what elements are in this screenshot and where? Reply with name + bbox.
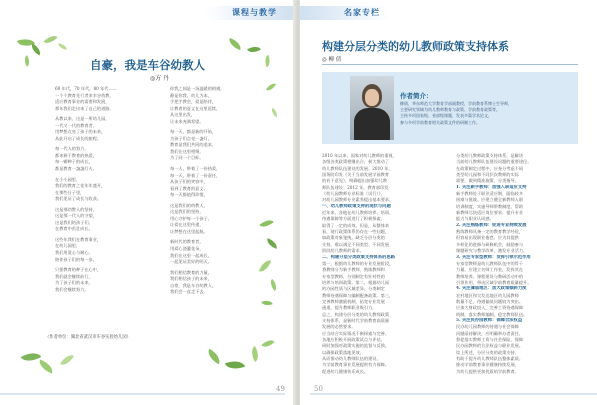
body-line: 类型幼儿园和不同层次教师的实际 [456,172,519,178]
text-line: 我们相信教育的力量， [170,269,212,275]
body-line: 为幼儿提供更加优质的学前教育。 [456,368,519,374]
text-line: 这些年我们在教育事业， [55,236,102,242]
body-line: 当前幼儿教师队伍建设问题的重要途径。 [456,159,532,165]
section-heading: 二、构建分层分类政策支持体系的思路 [322,254,396,260]
section-heading: 2. 关注熟练教师：促进专业持续发展 [456,222,527,228]
text-line: 让梦想在这里起航。 [170,228,208,234]
body-line: 应加大财政投入，完善工资待遇保障 [456,305,524,311]
text-line: 我们用爱心与耐心， [55,250,93,256]
body-line: 阶段幼儿教师的需求。 [322,248,364,254]
text-line: 从这里出发， [170,112,196,118]
left-page [0,0,295,405]
body-line: 引领作用，带动区域学前教育质量提升。 [456,279,532,285]
body-line: 需要，做到精准施策、分类指导。 [456,178,519,184]
text-line: 每一天，带着了一份责任， [170,172,221,178]
text-line: 参与多项学前教育相关政策文件的研制工作。 [400,119,480,125]
text-line: 我们就会继续前行， [55,273,93,279]
text-line: 用心守护每一个孩子， [170,215,212,221]
body-line: 如政策对象笼统，缺乏分层分类的 [322,235,385,241]
text-line: 这是那幼教人的坚持， [55,206,97,212]
title-rule [322,64,578,65]
body-line: 在政策制定过程中，应充分考虑不同 [456,165,524,171]
text-line: 我们在这里相聚， [170,148,204,154]
text-line: 这是那一代人的守望， [55,213,97,219]
body-line: 力量。应建立名师工作室，发挥其在 [456,267,524,273]
text-line: 让爱在这里传递， [170,222,204,228]
body-line: 民办幼儿园教师的待遇与社会保障 [456,324,519,330]
text-line: 从孩子们的笑容中， [170,179,208,185]
text-line: 为了同一个目标。 [170,155,204,161]
body-line: 推动学前教育事业健康持续发展。 [456,362,519,368]
body-line: 国务院印发《关于当前发展学前教育 [322,172,390,178]
body-line: 但容易出现职业倦怠。应为其提供 [456,235,519,241]
text-line: 在幼儿园里， [55,243,81,249]
text-line: 让未来充满希望。 [170,118,204,124]
body-line: 为学前教育事业发展提供有力保障。 [322,362,390,368]
body-line: 专家型教师是幼儿教师队伍中的骨干 [456,260,524,266]
text-line: 在小小园里， [55,176,81,182]
section-heading: 5. 关注民办园教师：保障合法权益 [456,317,523,323]
text-line: 看到了教育的意义， [170,185,208,191]
body-line: 近年来，各地在幼儿教师培养、培训、 [322,210,394,216]
body-line: 应当结合实际情况不断探索与完善。 [322,330,390,336]
text-line: 我们在这里一起成长， [170,252,212,258]
text-line: 那年我们走出来了自己的道路。 [55,105,114,111]
poem-column-right [170,86,270,296]
body-line: 发展的必然要求。 [322,324,356,330]
body-line: 熟练教师具备一定的教育教学经验， [456,229,524,235]
text-line: 新时代的教育者， [170,239,204,245]
text-line: 这是我们的坚持， [170,209,204,215]
page-number-left: 49 [276,385,285,393]
text-line: 都来源于教育的热爱， [55,152,97,158]
poem-title: 自豪，我是车谷幼教人 [90,58,205,72]
text-line: 主持多项国家级、省部级课题，发表多篇学术论文， [400,113,492,119]
body-line: 教师培养、课程建设与教研活动中的 [456,273,524,279]
body-line: 多样化的进修与研修机会，鼓励参与 [456,241,524,247]
body-line: 的办园性质与区域差异，分类制定 [322,286,385,292]
text-line: 60 年代，70 年代，80 年代…… [55,86,117,91]
body-line: 能力与职业认同感。 [456,216,494,222]
body-line: 教师待遇保障与编制配备政策。第三， [322,292,394,298]
body-line: 督促落实教师工资与社会保险，保障 [456,336,524,342]
body-line: 从而推动幼儿教师队伍的建设。 [322,356,381,361]
text-line: 为了孩子们的未来， [55,280,93,286]
body-line: 的若干意见》，明确提出加强幼儿教 [322,178,387,184]
text-line: 我们见证了成长与收获。 [55,196,102,202]
text-line: 为孩子们点亮一盏灯， [170,135,212,141]
text-line: 你我之间是一场温暖的相遇， [170,86,225,91]
body-line: 综上所述，分层分类的政策支持， [456,349,519,355]
body-line: 支持体系，是新时代学前教育高质量 [322,317,390,323]
text-line: 柳倩，华东师范大学教育学部副教授，学前教育系博士生导师， [400,101,512,106]
footer-rule-left [0,393,285,395]
body-line: 各级各类政策相继出台，极大推动了 [322,159,390,165]
section-heading: 1. 关注新手教师：加强入职适应支持 [456,184,527,190]
text-line: 我们会继续努力。 [55,286,89,292]
body-line: 支持，难以满足不同类型、不同发展 [322,241,390,247]
poem-column-left [55,86,155,293]
text-line: 从此开启了成长的旅程。 [55,135,102,141]
article-column-2 [456,153,578,375]
body-line: 《幼儿园教师专业标准（试行）》， [322,191,385,197]
body-line: 专家型教师，分别制定有针对性的 [322,273,385,279]
section-heading: 一、幼儿教师政策支持的现状与问题 [322,203,391,209]
body-line: 同时加强对政策实施的监督与反馈。 [322,343,390,349]
article-column-1 [322,153,444,375]
author-photo [350,76,394,140]
text-line: 在那些日子里， [55,189,85,195]
text-line: 一起见证美好的明天。 [170,259,212,265]
bio-heading: 作者简介： [400,92,433,100]
text-line: 手把手教会，爱是陪伴， [170,99,217,105]
body-line: 农村地区和欠发达地区幼儿园教师 [456,292,519,298]
body-line: 师队伍建设；2012 年，教育部印发 [322,184,389,190]
text-line: 我们的教育之花年年盛开， [55,183,106,189]
body-line: 数量不足、待遇偏低问题较为突出。 [456,298,524,304]
text-line: 静是你我，幼儿为本， [170,92,212,98]
body-line: 机制，落实教师编制，稳定教师队伍。 [456,311,528,317]
body-line: 看，现行政策体系仍存在一些问题， [322,229,390,235]
text-line: 在教育中茁壮成长。 [55,226,93,232]
text-line: 每一天都值得珍惜。 [170,192,208,198]
article-title: 构建分层分类的幼儿教师政策支持体系 [322,40,509,53]
section-heading: 4. 关注薄弱地区：加大政策倾斜力度 [456,286,527,292]
body-line: 完善教师激励机制，拓宽专业发展 [322,298,385,304]
body-line: 幼儿教师队伍建设的发展。2010 年， [322,165,393,171]
body-line: 待遇保障等方面进行了积极探索， [322,216,385,222]
text-line: 让教育的意义在这里延续， [170,105,221,111]
text-line: 用爱心浇灌花朵， [170,246,204,252]
body-line: 新手教师处于职业适应期，面临较多 [456,191,524,197]
text-line: 每一人，带着了一份热爱， [170,166,221,172]
body-line: 对幼儿园教师专业素养提出基本要求。 [322,197,394,203]
body-line: 总之，构建分层分类的幼儿教师政策 [322,311,390,317]
bio-text [400,101,574,126]
footer-rule-right [310,393,597,395]
body-line: 困难与挑战。应建立健全新教师入职 [456,197,524,203]
text-line: 只要教育的种子在心中， [55,267,102,273]
body-line: 培训制度，实施导师带教制度，帮助 [456,203,524,209]
body-line: 各地应积极开展政策试点与评估。 [322,336,385,342]
text-line: 我们会一直走下去。 [170,289,208,295]
text-line: 每一颗种子的成长， [55,159,93,165]
body-line: 分类幼儿教师政策支持体系，是解决 [456,153,524,158]
article-author: ◎ 柳 倩 [322,57,342,63]
body-line: 促进幼儿健康快乐成长。 [322,368,369,374]
body-line: 问题亟待解决。应明确举办者责任， [456,330,524,336]
text-line: 适应教育事业的需要和发展， [55,99,110,105]
text-line: 每一代人的努力， [55,146,89,152]
text-line: 这是我们的孩子们， [55,219,93,225]
body-line: 将教师分为新手教师、熟练教师和 [322,267,385,273]
body-line: 民办园教师的合法权益与职业发展。 [456,343,524,349]
body-line: 通道，提升教师职业吸引力。 [322,305,377,311]
text-line: 陪伴孩子们的每一步。 [55,256,97,262]
text-line: 主要研究领域为幼儿教师教育与政策、学前教育政策等。 [400,107,500,113]
body-line: 取得了一定的成效。但是，从整体来 [322,222,390,228]
poem-author-note: （作者单位：湖北省武汉市车谷实验幼儿园） [45,335,131,340]
header-column-left: 课程与教学 [232,7,277,17]
section-heading: 3. 关注专家型教师：发挥引领示范作用 [456,254,531,260]
text-line: 都是教育一盏盏灯火。 [55,166,97,172]
text-line: 教育是我们共同的追求， [170,142,217,148]
page-number-right: 50 [314,385,323,393]
body-line: 新教师尽快适应岗位要求，提升专业 [456,210,524,216]
text-line: 我们相信孩子的未来， [170,276,212,282]
poem-author: ◎方 丹 [150,75,170,82]
text-line: 自豪，我是车谷幼教人， [170,282,217,288]
body-line: 培养与培训政策。第二，根据幼儿园 [322,279,390,285]
body-line: 以确保政策落地见效。 [322,349,364,355]
body-line: 有助于提升幼儿教师队伍整体素质。 [456,356,524,361]
body-line: 2010 年以来，国家对幼儿教师的重视， [322,153,397,158]
text-line: 一个个教育先行者来幸谷幼教， [55,92,114,98]
header-column-right: 名家专栏 [344,7,380,17]
text-line: 每一天，都是新的开始， [170,129,217,135]
text-line: 这是我们的幼教人， [170,202,208,208]
text-line: 用梦想点亮了孩子的未来， [55,129,106,135]
text-line: 从教以来，这是一所幼儿园， [55,116,110,122]
text-line: 一代又一代的教育者， [55,122,97,128]
body-line: 课题研究与教学改革，激发专业活力。 [456,248,528,254]
body-line: 第一，根据幼儿教师的专业发展阶段， [322,260,394,266]
